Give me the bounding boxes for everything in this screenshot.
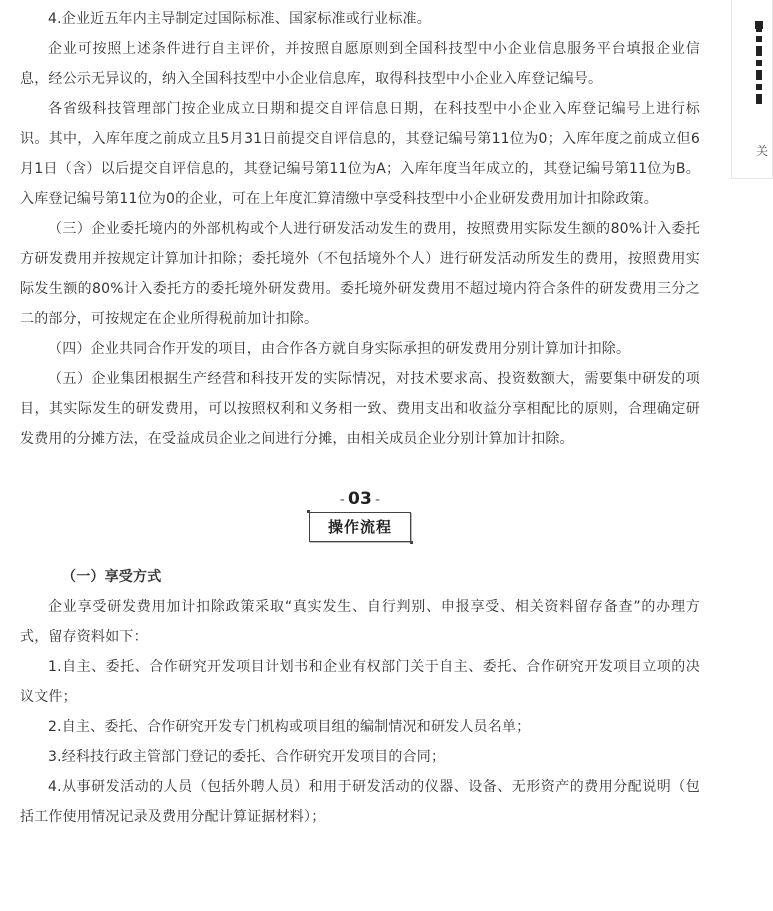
paragraph: 各省级科技管理部门按企业成立日期和提交自评信息日期，在科技型中小企业入库登记编号上进行标识。其中，入库年度之前成立且5月31日前提交自评信息的，其登记编号第11位为0；入库年度之前成立但6月1日（含）以后提交自评信息的，其登记编号第11位为A；入库年度当年成立的，其登记编号第11位为B。入库登记编号第11位为0的企业，可在上年度汇算清缴中享受科技型中小企业研发费用加计扣除政策。 xyxy=(20,101,700,207)
section-dash-right: - xyxy=(375,492,381,508)
paragraph: 2.自主、委托、合作研究开发专门机构或项目组的编制情况和研发人员名单； xyxy=(48,719,531,735)
sub-heading: （一）享受方式 xyxy=(62,569,162,585)
sidebar-text: 关 xyxy=(756,144,769,158)
paragraph: （五）企业集团根据生产经营和科技开发的实际情况，对技术要求高、投资数额大，需要集中研发的项目，其实际发生的研发费用，可以按照权利和义务相一致、费用支出和收益分享相配比的原则，合理确定研发费用的分摊方法，在受益成员企业之间进行分摊，由相关成员企业分别计算加计扣除。 xyxy=(20,371,700,447)
paragraph: 企业可按照上述条件进行自主评价，并按照自愿原则到全国科技型中小企业信息服务平台填报企业信息，经公示无异议的，纳入全国科技型中小企业信息库，取得科技型中小企业入库登记编号。 xyxy=(20,41,700,87)
section-header xyxy=(20,488,700,548)
paragraph: （三）企业委托境内的外部机构或个人进行研发活动发生的费用，按照费用实际发生额的80%计入委托方研发费用并按规定计算加计扣除；委托境外（不包括境外个人）进行研发活动所发生的费用，按照费用实际发生额的80%计入委托方的委托境外研发费用。委托境外研发费用不超过境内符合条件的研发费用三分之二的部分，可按规定在企业所得税前加计扣除。 xyxy=(20,221,700,327)
paragraph: 1.自主、委托、合作研究开发项目计划书和企业有权部门关于自主、委托、合作研究开发项目立项的决议文件； xyxy=(20,659,700,705)
section-number xyxy=(20,488,700,511)
qr-code-icon[interactable] xyxy=(756,22,762,108)
article-body xyxy=(20,0,700,832)
section-number-text: 03 xyxy=(347,489,373,509)
section-title: 操作流程 xyxy=(309,512,411,542)
paragraph: 4.从事研发活动的人员（包括外聘人员）和用于研发活动的仪器、设备、无形资产的费用分配说明（包括工作使用情况记录及费用分配计算证据材料）； xyxy=(20,779,700,825)
paragraph: 企业享受研发费用加计扣除政策采取“真实发生、自行判别、申报享受、相关资料留存备查”的办理方式，留存资料如下： xyxy=(20,599,700,645)
paragraph: 3.经科技行政主管部门登记的委托、合作研究开发项目的合同； xyxy=(48,749,446,765)
paragraph: 4.企业近五年内主导制定过国际标准、国家标准或行业标准。 xyxy=(48,11,431,27)
paragraph: （四）企业共同合作开发的项目，由合作各方就自身实际承担的研发费用分别计算加计扣除。 xyxy=(48,341,631,357)
section-dash-left: - xyxy=(339,492,345,508)
sidebar-card[interactable] xyxy=(731,0,773,179)
